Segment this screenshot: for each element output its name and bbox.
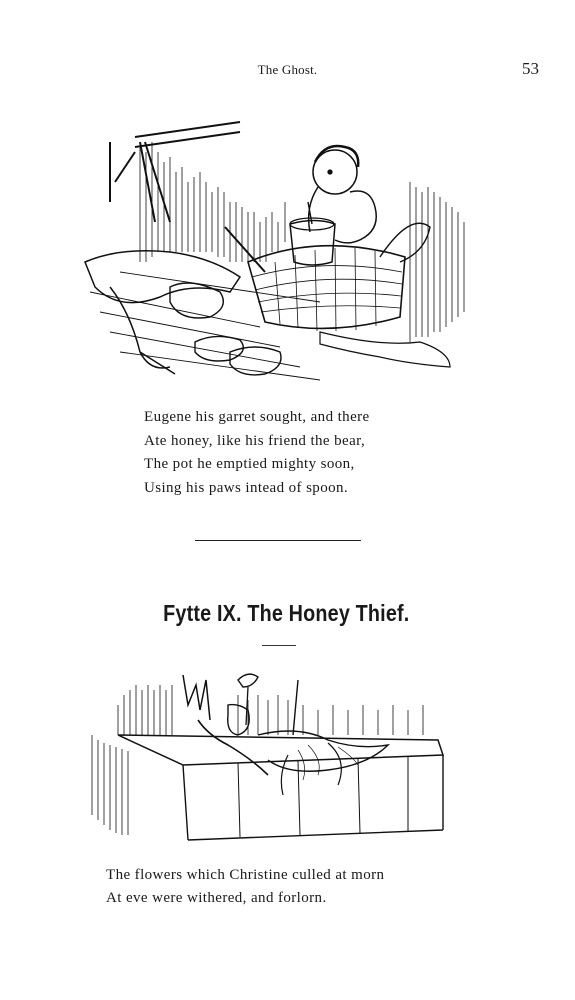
page-number: 53 (522, 59, 539, 78)
stanza-2 (106, 864, 384, 910)
illustration-withered-flowers (88, 665, 453, 845)
stanza-1 (144, 406, 370, 500)
chapter-title: Fytte IX. The Honey Thief. (163, 600, 410, 626)
verse-line: Eugene his garret sought, and there (144, 409, 370, 425)
verse-line: Ate honey, like his friend the bear, (144, 432, 366, 449)
background-hatching (118, 685, 423, 735)
running-head: The Ghost. (257, 62, 318, 77)
section-divider (195, 540, 361, 541)
title-underline (262, 645, 296, 646)
verse-line: The pot he emptied mighty soon, (144, 456, 355, 472)
verse-line: The flowers which Christine culled at morn (106, 867, 385, 883)
verse-line: Using his paws intead of spoon. (144, 479, 349, 496)
verse-line: At eve were withered, and forlorn. (106, 890, 327, 906)
illustration-boy-honey (80, 112, 470, 382)
